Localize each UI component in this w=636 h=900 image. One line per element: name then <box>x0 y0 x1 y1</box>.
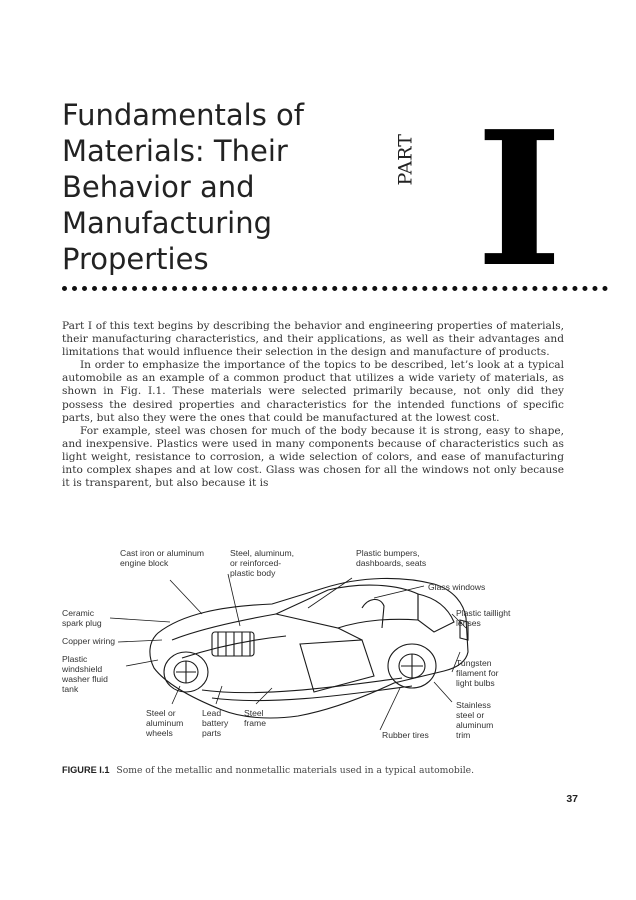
label-taillight: Plastic taillight lenses <box>456 608 511 628</box>
label-steel-wheels: Steel or aluminum wheels <box>146 708 184 738</box>
part-label <box>394 134 417 248</box>
caption-text: Some of the metallic and nonmetallic materials used in a typical automobile. <box>116 765 474 776</box>
label-cast-iron: Cast iron or aluminum engine block <box>120 548 205 568</box>
chapter-title-line: Fundamentals of <box>62 98 304 132</box>
label-ceramic: Ceramic spark plug <box>62 608 102 628</box>
page-number: 37 <box>566 793 578 805</box>
label-steel-frame: Steel frame <box>244 708 266 728</box>
label-copper: Copper wiring <box>62 636 116 646</box>
chapter-title-line: Properties <box>62 242 209 276</box>
part-label-text: PART <box>394 134 417 186</box>
label-steel-body: Steel, aluminum, or reinforced- plastic body <box>230 548 295 578</box>
chapter-title <box>62 97 362 277</box>
paragraph: Part I of this text begins by describing the behavior and engineering properties of materials, their manufacturing characteristics, and their applications, as well as their advantages and limitations that would influence their selection in the design and manufacture of products. <box>62 320 564 359</box>
label-rubber-tires: Rubber tires <box>382 730 429 740</box>
caption-label: FIGURE I.1 <box>62 765 110 775</box>
label-lead-battery: Lead battery parts <box>202 708 229 738</box>
label-glass-windows: Glass windows <box>428 582 486 592</box>
label-stainless: Stainless steel or aluminum trim <box>456 700 494 740</box>
chapter-title-line: Behavior and <box>62 170 255 204</box>
figure-caption <box>62 765 582 776</box>
automobile-figure <box>62 548 572 754</box>
chapter-title-line: Manufacturing <box>62 206 272 240</box>
label-plastic-bumpers: Plastic bumpers, dashboards, seats <box>356 548 427 568</box>
label-tungsten: Tungsten filament for light bulbs <box>456 658 499 688</box>
car-illustration <box>62 548 572 754</box>
paragraph: For example, steel was chosen for much of the body because it is strong, easy to shape, and inexpensive. Plastics were used in many components because of characteristics such as light weight, resistance to corrosion, a wide selection of colors, and ease of manufacturing into complex shapes and at low cost. Glass was chosen for all the windows not only because it is transparent, but also because it is <box>62 424 564 490</box>
chapter-title-line: Materials: Their <box>62 134 288 168</box>
paragraph: In order to emphasize the importance of the topics to be described, let’s look at a typical automobile as an example of a common product that utilizes a wide variety of materials, as shown in Fig. I.1. These materials were selected primarily because, not only did they possess the desired properties and characteristics for the intended functions of specific parts, but also they were the ones that could be manufactured at the lowest cost. <box>62 359 564 424</box>
label-plastic-tank: Plastic windshield washer fluid tank <box>62 654 108 694</box>
dotted-divider <box>62 286 608 291</box>
body-text <box>62 320 564 490</box>
part-number: I <box>476 90 563 308</box>
